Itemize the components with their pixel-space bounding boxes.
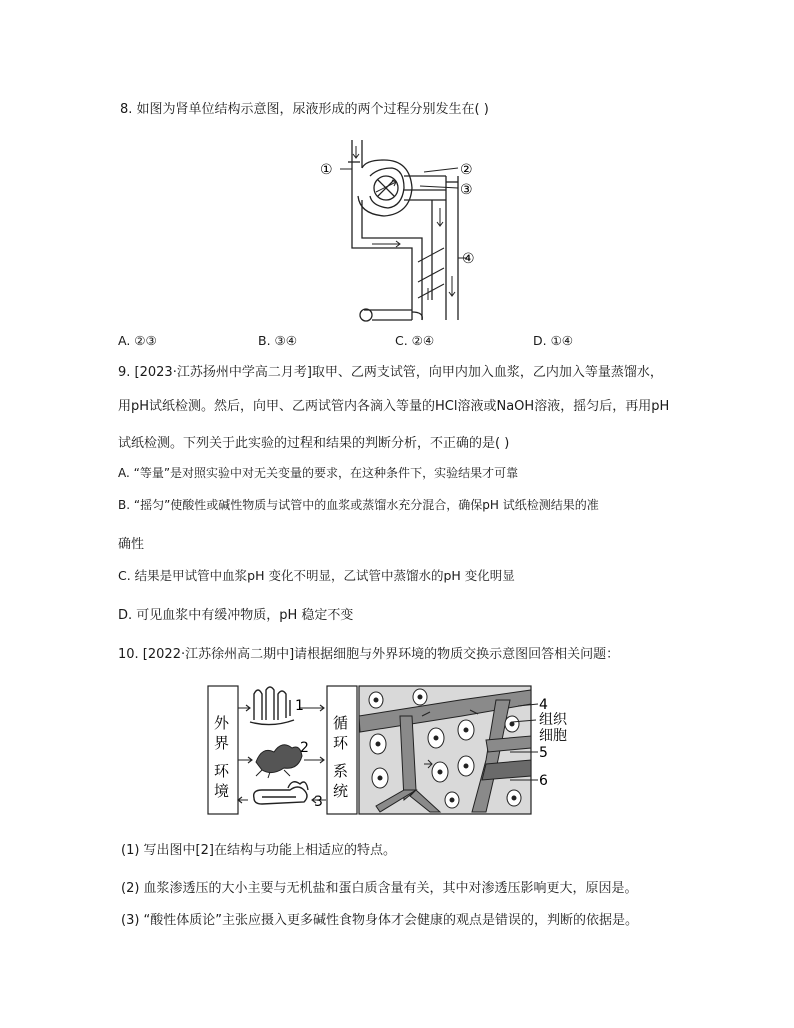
tissue-label-6: 6 <box>539 773 548 789</box>
q9-option-a[interactable]: A. “等量”是对照实验中对无关变量的要求，在这种条件下，实验结果才可靠 <box>118 466 519 480</box>
q10-sub2: (2) 血浆渗透压的大小主要与无机盐和蛋白质含量有关，其中对渗透压影响更大，原因是。 <box>121 881 638 896</box>
q8-option-b[interactable]: B. ③④ <box>258 333 297 348</box>
organ-number-3: 3 <box>314 794 323 810</box>
lung-icon <box>250 687 294 725</box>
q9-option-b-line2: 确性 <box>118 537 145 552</box>
label-4: ④ <box>462 251 475 267</box>
q9-line2: 用pH试纸检测。然后，向甲、乙两试管内各滴入等量的HCl溶液或NaOH溶液，摇匀后，再用pH <box>118 399 670 414</box>
tissue-label-4: 4 <box>539 697 548 713</box>
box-left-char-1: 外 <box>214 714 230 732</box>
label-3: ③ <box>460 182 473 198</box>
box-left-char-4: 境 <box>214 782 230 800</box>
q10-sub1: (1) 写出图中[2]在结构与功能上相适应的特点。 <box>121 843 396 858</box>
q8-option-a[interactable]: A. ②③ <box>118 333 157 348</box>
tissue-label-cell-2: 细胞 <box>539 728 567 744</box>
organ-number-1: 1 <box>295 698 304 714</box>
box-left-char-3: 环 <box>214 762 230 780</box>
kidney-icon <box>254 782 308 804</box>
q9-option-b-line1[interactable]: B. “摇匀”使酸性或碱性物质与试管中的血浆或蒸馏水充分混合，确保pH 试纸检测结果的准 <box>118 498 599 512</box>
box-mid-char-3: 系 <box>333 762 349 780</box>
q10-sub3: (3) “酸性体质论”主张应摄入更多碱性食物身体才会健康的观点是错误的，判断的依据是。 <box>121 913 639 928</box>
q9-line3: 试纸检测。下列关于此实验的过程和结果的判断分析，不正确的是( ) <box>118 436 510 451</box>
box-left-char-2: 界 <box>214 734 230 752</box>
q8-option-d[interactable]: D. ①④ <box>533 333 573 348</box>
label-2: ② <box>460 162 473 178</box>
q8-stem: 8. 如图为肾单位结构示意图，尿液形成的两个过程分别发生在( ) <box>120 102 489 117</box>
q9-option-d[interactable]: D. 可见血浆中有缓冲物质，pH 稳定不变 <box>118 608 354 623</box>
tissue-label-cell-1: 组织 <box>539 712 567 728</box>
q9-option-c[interactable]: C. 结果是甲试管中血浆pH 变化不明显，乙试管中蒸馏水的pH 变化明显 <box>118 568 515 583</box>
organ-number-2: 2 <box>300 740 309 756</box>
intestine-icon <box>256 745 302 778</box>
label-1: ① <box>320 162 333 178</box>
box-mid-char-2: 环 <box>333 734 349 752</box>
tissue-label-5: 5 <box>539 745 548 761</box>
q9-line1: 9. [2023·江苏扬州中学高二月考]取甲、乙两支试管，向甲内加入血浆，乙内加入等量蒸馏水， <box>118 365 663 380</box>
q8-option-c[interactable]: C. ②④ <box>395 333 435 348</box>
box-mid-char-4: 统 <box>333 782 349 800</box>
q10-stem: 10. [2022·江苏徐州高二期中]请根据细胞与外界环境的物质交换示意图回答相关问题： <box>118 647 620 662</box>
box-mid-char-1: 循 <box>333 714 349 732</box>
